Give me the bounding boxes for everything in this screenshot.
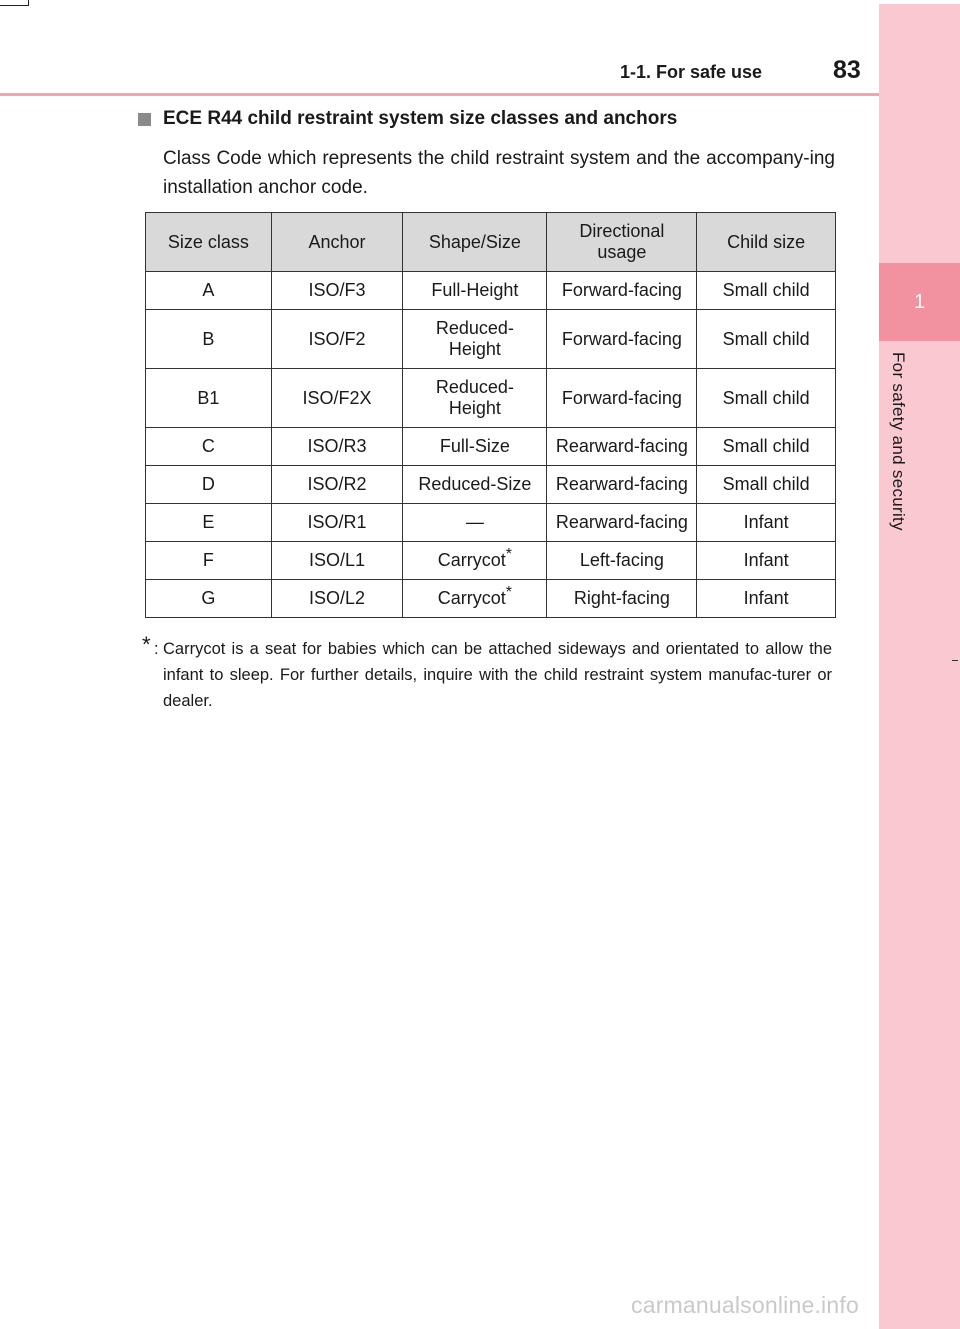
table-cell: Full-Size [403, 428, 547, 466]
table-cell: Reduced-Size [403, 466, 547, 504]
cell-text: Carrycot [437, 588, 506, 608]
footnote-colon: : [154, 640, 159, 658]
crop-mark [28, 0, 29, 6]
table-cell: Small child [697, 310, 836, 369]
table-row [146, 504, 836, 542]
header-rule [0, 93, 879, 96]
heading-text: ECE R44 child restraint system size classes and anchors [163, 108, 678, 129]
asterisk-mark: * [505, 546, 513, 563]
table-cell: Rearward-facing [547, 504, 697, 542]
table-cell: Infant [697, 504, 836, 542]
table-cell: Infant [697, 542, 836, 580]
section-heading [138, 108, 677, 130]
table-cell: Forward-facing [547, 272, 697, 310]
table-cell [403, 580, 547, 618]
header-text: Directional usage [579, 221, 665, 262]
table-cell: D [146, 466, 272, 504]
table-cell: ISO/L1 [271, 542, 403, 580]
table-row [146, 580, 836, 618]
table-cell: F [146, 542, 272, 580]
table-cell: Left-facing [547, 542, 697, 580]
table-row [146, 272, 836, 310]
table-cell: Forward-facing [547, 310, 697, 369]
table-row [146, 466, 836, 504]
table-cell: ISO/L2 [271, 580, 403, 618]
cell-text: Carrycot [437, 550, 506, 570]
table-cell [403, 369, 547, 428]
table-cell: Rearward-facing [547, 466, 697, 504]
table-cell: A [146, 272, 272, 310]
table-cell: Small child [697, 369, 836, 428]
table-cell: Right-facing [547, 580, 697, 618]
crop-mark [0, 5, 28, 6]
asterisk-mark: * [505, 584, 513, 601]
table-cell: ISO/R2 [271, 466, 403, 504]
table-cell: Small child [697, 272, 836, 310]
table-cell: Infant [697, 580, 836, 618]
table-cell: Forward-facing [547, 369, 697, 428]
column-header: Shape/Size [403, 213, 547, 272]
table-cell: G [146, 580, 272, 618]
table-row [146, 428, 836, 466]
table-cell: — [403, 504, 547, 542]
column-header: Child size [697, 213, 836, 272]
intro-paragraph: Class Code which represents the child restraint system and the accompany-ing installation anchor code. [163, 148, 835, 198]
table-cell [403, 310, 547, 369]
chapter-title: For safety and security [889, 352, 908, 531]
footnote-mark: * [142, 632, 151, 657]
table-cell: Rearward-facing [547, 428, 697, 466]
cell-text: Reduced-Height [435, 377, 514, 418]
cell-text: Reduced-Height [435, 318, 514, 359]
table-cell: B1 [146, 369, 272, 428]
square-bullet-icon [138, 113, 151, 126]
footnote [142, 632, 832, 714]
table-cell: C [146, 428, 272, 466]
sidebar-top-edge [879, 0, 960, 4]
table-cell: ISO/R1 [271, 504, 403, 542]
table-cell: ISO/R3 [271, 428, 403, 466]
column-header: Anchor [271, 213, 403, 272]
column-header: Size class [146, 213, 272, 272]
table-cell: Small child [697, 428, 836, 466]
table-cell: B [146, 310, 272, 369]
table-row [146, 369, 836, 428]
footnote-text: Carrycot is a seat for babies which can be attached sideways and orientated to allow the infant to sleep. For further details, inquire with the child restraint system manufac-turer or dealer. [163, 640, 832, 710]
column-header [547, 213, 697, 272]
table-header-row [146, 213, 836, 272]
table-row [146, 310, 836, 369]
table-cell: Small child [697, 466, 836, 504]
table-cell: ISO/F3 [271, 272, 403, 310]
table-cell: ISO/F2X [271, 369, 403, 428]
section-label: 1-1. For safe use [620, 62, 763, 82]
sidebar-tick [952, 660, 958, 661]
table-cell: ISO/F2 [271, 310, 403, 369]
chapter-sidebar [879, 0, 960, 1329]
page-number: 83 [833, 56, 861, 84]
table-cell: E [146, 504, 272, 542]
chapter-number-tab [879, 263, 960, 341]
watermark: carmanualsonline.info [631, 1292, 859, 1318]
table-cell [403, 542, 547, 580]
chapter-number: 1 [913, 290, 926, 313]
size-class-table [145, 212, 836, 618]
table-row [146, 542, 836, 580]
table-cell: Full-Height [403, 272, 547, 310]
